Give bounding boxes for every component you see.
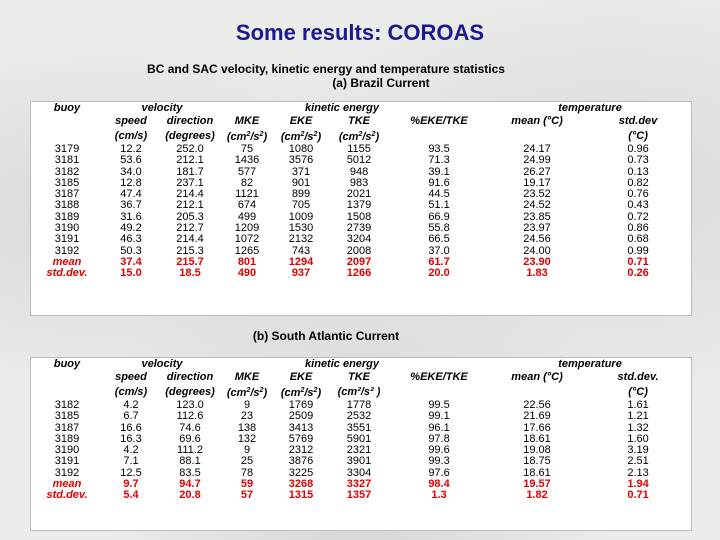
brazil-current-table [30, 101, 692, 316]
header-tke: TKE [348, 371, 371, 383]
table-cell: 212.7 [176, 222, 204, 235]
stats-cell: 1315 [288, 489, 314, 502]
table-cell: 53.6 [120, 154, 142, 167]
stats-cell: 1294 [288, 255, 314, 268]
table-cell: 3190 [54, 444, 80, 457]
table-cell: 50.3 [120, 244, 142, 257]
table-cell: 212.1 [176, 154, 204, 167]
stats-cell: 490 [237, 267, 257, 280]
table-cell: 12.2 [120, 143, 142, 155]
table-cell: 23.85 [523, 210, 551, 223]
table-cell: 51.1 [428, 199, 450, 212]
header-temperature: temperature [558, 102, 622, 114]
table-cell: 6.7 [123, 410, 139, 423]
stats-cell: 3268 [288, 478, 314, 491]
header-mean-temp: mean (°C) [511, 371, 563, 383]
table-cell: 22.56 [523, 399, 551, 411]
table-caption [0, 62, 652, 90]
stats-cell: 19.57 [523, 478, 551, 491]
header-buoy: buoy [53, 102, 81, 114]
table-cell: 16.6 [120, 421, 142, 434]
table-cell: 1530 [288, 222, 314, 235]
table-cell: 3187 [54, 188, 80, 201]
table-cell: 2132 [288, 233, 314, 246]
table-cell: 93.5 [428, 143, 450, 155]
table-cell: 983 [349, 176, 369, 189]
table-cell: 215.3 [176, 244, 204, 257]
header-direction-units: (degrees) [165, 385, 215, 398]
table-cell: 2.51 [627, 455, 649, 468]
table-cell: 24.00 [523, 244, 551, 257]
stats-label: mean [52, 255, 82, 268]
stats-cell: 0.71 [627, 255, 649, 268]
header-std-dev: std.dev [618, 115, 658, 127]
table-cell: 3185 [54, 410, 80, 423]
table-cell: 82 [240, 176, 254, 189]
header-speed: speed [115, 371, 147, 383]
stats-cell: 0.71 [627, 489, 649, 502]
caption-line-1: BC and SAC velocity, kinetic energy and temperature statistics [147, 62, 505, 76]
brazil-table [31, 102, 691, 280]
table-cell: 2509 [288, 410, 314, 423]
table-cell: 0.73 [627, 154, 649, 167]
table-cell: 1.61 [627, 399, 649, 411]
table-cell: 55.8 [428, 222, 450, 235]
table-cell: 49.2 [120, 222, 142, 235]
table-cell: 899 [291, 188, 311, 201]
table-cell: 112.6 [176, 410, 204, 423]
table-cell: 214.4 [176, 188, 204, 201]
table-cell: 2008 [346, 244, 372, 257]
stats-cell: 1266 [346, 267, 372, 280]
table-cell: 3225 [288, 466, 314, 479]
header-ke-units: $(cm^2/s^2)$ [280, 131, 322, 143]
table-cell: 24.99 [523, 154, 551, 167]
table-cell: 0.72 [627, 210, 649, 223]
stats-cell: 801 [237, 255, 257, 268]
header-buoy: buoy [53, 358, 81, 370]
table-cell: 23.97 [523, 222, 551, 235]
header-tke: TKE [348, 115, 371, 127]
table-cell: 37.0 [428, 244, 450, 257]
table-cell: 16.3 [120, 432, 142, 445]
table-cell: 2321 [346, 444, 372, 457]
header-eke: EKE [289, 371, 313, 383]
table-cell: 3192 [54, 244, 80, 257]
table-cell: 0.43 [627, 199, 649, 212]
header-std-dev: std.dev. [617, 371, 659, 383]
table-cell: 99.1 [428, 410, 450, 423]
table-cell: 97.8 [428, 432, 450, 445]
header-speed-units: (cm/s) [114, 129, 148, 142]
table-cell: 17.66 [523, 421, 551, 434]
table-cell: 24.52 [523, 199, 551, 212]
table-cell: 3191 [54, 455, 80, 468]
table-cell: 39.1 [428, 165, 450, 178]
table-cell: 36.7 [120, 199, 142, 212]
table-cell: 4.2 [123, 399, 139, 411]
table-cell: 3192 [54, 466, 80, 479]
table-cell: 71.3 [428, 154, 450, 167]
table-cell: 97.6 [428, 466, 450, 479]
table-cell: 1080 [288, 143, 314, 155]
table-cell: 3189 [54, 210, 80, 223]
table-cell: 7.1 [123, 455, 139, 468]
table-cell: 705 [291, 199, 311, 212]
table-cell: 1121 [235, 188, 259, 201]
table-cell: 18.61 [523, 432, 551, 445]
stats-cell: 57 [240, 489, 254, 502]
table-cell: 75 [240, 143, 254, 155]
table-cell: 3190 [54, 222, 80, 235]
table-cell: 1072 [234, 233, 260, 246]
stats-row [31, 490, 691, 501]
table-cell: 3901 [346, 455, 372, 468]
table-cell: 0.96 [627, 143, 649, 155]
header-direction-units: (degrees) [165, 129, 215, 142]
table-cell: 3187 [54, 421, 80, 434]
table-cell: 3204 [346, 233, 372, 246]
header-ke-units: $(cm^2/s^2)$ [226, 131, 268, 143]
table-cell: 3876 [288, 455, 314, 468]
stats-cell: 937 [291, 267, 311, 280]
table-cell: 5769 [288, 432, 314, 445]
header-velocity: velocity [141, 358, 183, 370]
table-cell: 1769 [288, 399, 314, 411]
table-cell: 99.5 [428, 399, 450, 411]
table-cell: 12.5 [120, 466, 142, 479]
table-cell: 2.13 [627, 466, 649, 479]
table-cell: 212.1 [176, 199, 204, 212]
stats-label: mean [52, 478, 82, 491]
table-cell: 371 [291, 165, 311, 178]
table-cell: 0.13 [627, 165, 649, 178]
table-cell: 3188 [54, 199, 80, 212]
header-mean-temp: mean (°C) [511, 115, 563, 127]
stats-cell: 94.7 [179, 478, 201, 491]
header-eke-tke: %EKE/TKE [410, 371, 468, 383]
header-eke: EKE [289, 115, 313, 127]
header-direction: direction [166, 371, 214, 383]
header-direction: direction [166, 115, 214, 127]
table-cell: 3179 [54, 143, 80, 155]
header-velocity: velocity [141, 102, 183, 114]
stats-cell: 20.8 [179, 489, 201, 502]
table-cell: 88.1 [179, 455, 201, 468]
table-cell: 1155 [347, 143, 371, 155]
table-row [31, 234, 691, 245]
table-cell: 69.6 [179, 432, 201, 445]
table-cell: 2021 [346, 188, 372, 201]
table-cell: 2532 [346, 410, 372, 423]
header-ke-units: (cm²/s² ) [337, 385, 381, 398]
table-cell: 23 [240, 410, 254, 423]
stats-cell: 0.26 [627, 267, 649, 280]
table-cell: 132 [237, 432, 257, 445]
table-cell: 5012 [346, 154, 372, 167]
stats-cell: 1.3 [431, 489, 447, 502]
table-cell: 24.17 [523, 143, 551, 155]
table-cell: 3551 [346, 421, 372, 434]
table-cell: 9 [243, 399, 251, 411]
header-ke-units: $(cm^2/s^2)$ [280, 387, 322, 399]
table-cell: 3181 [54, 154, 80, 167]
table-cell: 78 [240, 466, 254, 479]
table-cell: 24.56 [523, 233, 551, 246]
table-cell: 3182 [54, 165, 80, 178]
header-mke: MKE [234, 115, 260, 127]
table-cell: 0.86 [627, 222, 649, 235]
table-cell: 74.6 [179, 421, 201, 434]
table-cell: 214.4 [176, 233, 204, 246]
stats-cell: 215.7 [176, 255, 204, 268]
table-cell: 3576 [288, 154, 314, 167]
stats-cell: 20.0 [428, 267, 450, 280]
stats-cell: 59 [240, 478, 254, 491]
table-cell: 21.69 [523, 410, 551, 423]
table-cell: 4.2 [123, 444, 139, 457]
stats-cell: 5.4 [123, 489, 139, 502]
table-cell: 123.0 [176, 399, 204, 411]
table-cell: 3413 [288, 421, 314, 434]
table-cell: 3182 [54, 399, 80, 411]
stats-cell: 1.82 [526, 489, 548, 502]
stats-cell: 18.5 [179, 267, 201, 280]
table-cell: 1436 [234, 154, 260, 167]
table-cell: 901 [291, 176, 311, 189]
table-cell: 18.61 [523, 466, 551, 479]
table-cell: 25 [240, 455, 254, 468]
table-cell: 0.68 [627, 233, 649, 246]
stats-cell: 23.90 [523, 255, 551, 268]
table-cell: 96.1 [428, 421, 450, 434]
table-cell: 3191 [54, 233, 80, 246]
table-cell: 743 [291, 244, 311, 257]
header-eke-tke: %EKE/TKE [410, 115, 468, 127]
table-cell: 9 [243, 444, 251, 457]
stats-cell: 1357 [346, 489, 372, 502]
table-cell: 66.9 [428, 210, 450, 223]
slide-title: Some results: COROAS [235, 20, 485, 45]
stats-cell: 9.7 [123, 478, 139, 491]
table-cell: 2739 [346, 222, 372, 235]
table-cell: 5901 [346, 432, 372, 445]
header-ke-units: $(cm^2/s^2)$ [226, 387, 268, 399]
table-cell: 18.75 [523, 455, 551, 468]
table-cell: 44.5 [428, 188, 450, 201]
caption-line-2: (a) Brazil Current [332, 76, 430, 90]
table-cell: 205.3 [176, 210, 204, 223]
table-cell: 1265 [234, 244, 260, 257]
header-temp-units: (°C) [628, 129, 648, 142]
header-ke-units: $(cm^2/s^2)$ [338, 131, 380, 143]
header-temp-units: (°C) [628, 385, 648, 398]
sac-table-panel [30, 357, 692, 531]
table-cell: 0.82 [627, 176, 649, 189]
table-cell: 91.6 [428, 176, 450, 189]
table-cell: 31.6 [120, 210, 142, 223]
table-cell: 99.3 [428, 455, 450, 468]
table-cell: 674 [237, 199, 257, 212]
table-row [31, 411, 691, 422]
table-cell: 12.8 [120, 176, 142, 189]
table-cell: 0.99 [627, 244, 649, 257]
table-cell: 3185 [54, 176, 80, 189]
stats-cell: 37.4 [120, 255, 142, 268]
stats-cell: 61.7 [428, 255, 450, 268]
table-cell: 181.7 [176, 165, 204, 178]
table-cell: 23.52 [523, 188, 551, 201]
table-cell: 252.0 [176, 143, 204, 155]
stats-cell: 2097 [346, 255, 372, 268]
table-cell: 237.1 [176, 176, 204, 189]
table-cell: 83.5 [179, 466, 201, 479]
table-cell: 1379 [346, 199, 372, 212]
table-cell: 1.32 [627, 421, 649, 434]
table-cell: 111.2 [177, 444, 203, 457]
table-cell: 2312 [288, 444, 314, 457]
table-cell: 1.21 [627, 410, 649, 423]
table-cell: 577 [237, 165, 257, 178]
header-temperature: temperature [558, 358, 622, 370]
table-cell: 3189 [54, 432, 80, 445]
table-cell: 47.4 [120, 188, 142, 201]
table-cell: 99.6 [428, 444, 450, 457]
stats-label: std.dev. [46, 489, 88, 502]
table-cell: 34.0 [120, 165, 142, 178]
table-cell: 3304 [346, 466, 372, 479]
table-cell: 1209 [234, 222, 260, 235]
header-speed-units: (cm/s) [114, 385, 148, 398]
table-cell: 0.76 [627, 188, 649, 201]
stats-cell: 98.4 [428, 478, 450, 491]
header-speed: speed [115, 115, 147, 127]
stats-cell: 1.94 [627, 478, 649, 491]
table-cell: 1508 [346, 210, 372, 223]
table-cell: 1.60 [627, 432, 649, 445]
stats-row [31, 268, 691, 279]
stats-label: std.dev. [46, 267, 88, 280]
table-cell: 46.3 [120, 233, 142, 246]
stats-cell: 15.0 [120, 267, 142, 280]
stats-cell: 1.83 [526, 267, 548, 280]
table-cell: 3.19 [627, 444, 649, 457]
header-mke: MKE [234, 371, 260, 383]
header-kinetic-energy: kinetic energy [305, 102, 380, 114]
table-cell: 499 [237, 210, 257, 223]
table-cell: 66.5 [428, 233, 450, 246]
table-cell: 19.08 [523, 444, 551, 457]
sac-table [31, 358, 691, 502]
section-b-title: (b) South Atlantic Current [252, 329, 400, 343]
table-cell: 1009 [288, 210, 314, 223]
table-cell: 26.27 [523, 165, 551, 178]
table-cell: 19.17 [523, 176, 551, 189]
table-cell: 1778 [346, 399, 372, 411]
table-cell: 138 [237, 421, 257, 434]
table-cell: 948 [349, 165, 369, 178]
table-row [31, 155, 691, 166]
header-kinetic-energy: kinetic energy [305, 358, 380, 370]
stats-cell: 3327 [346, 478, 372, 491]
